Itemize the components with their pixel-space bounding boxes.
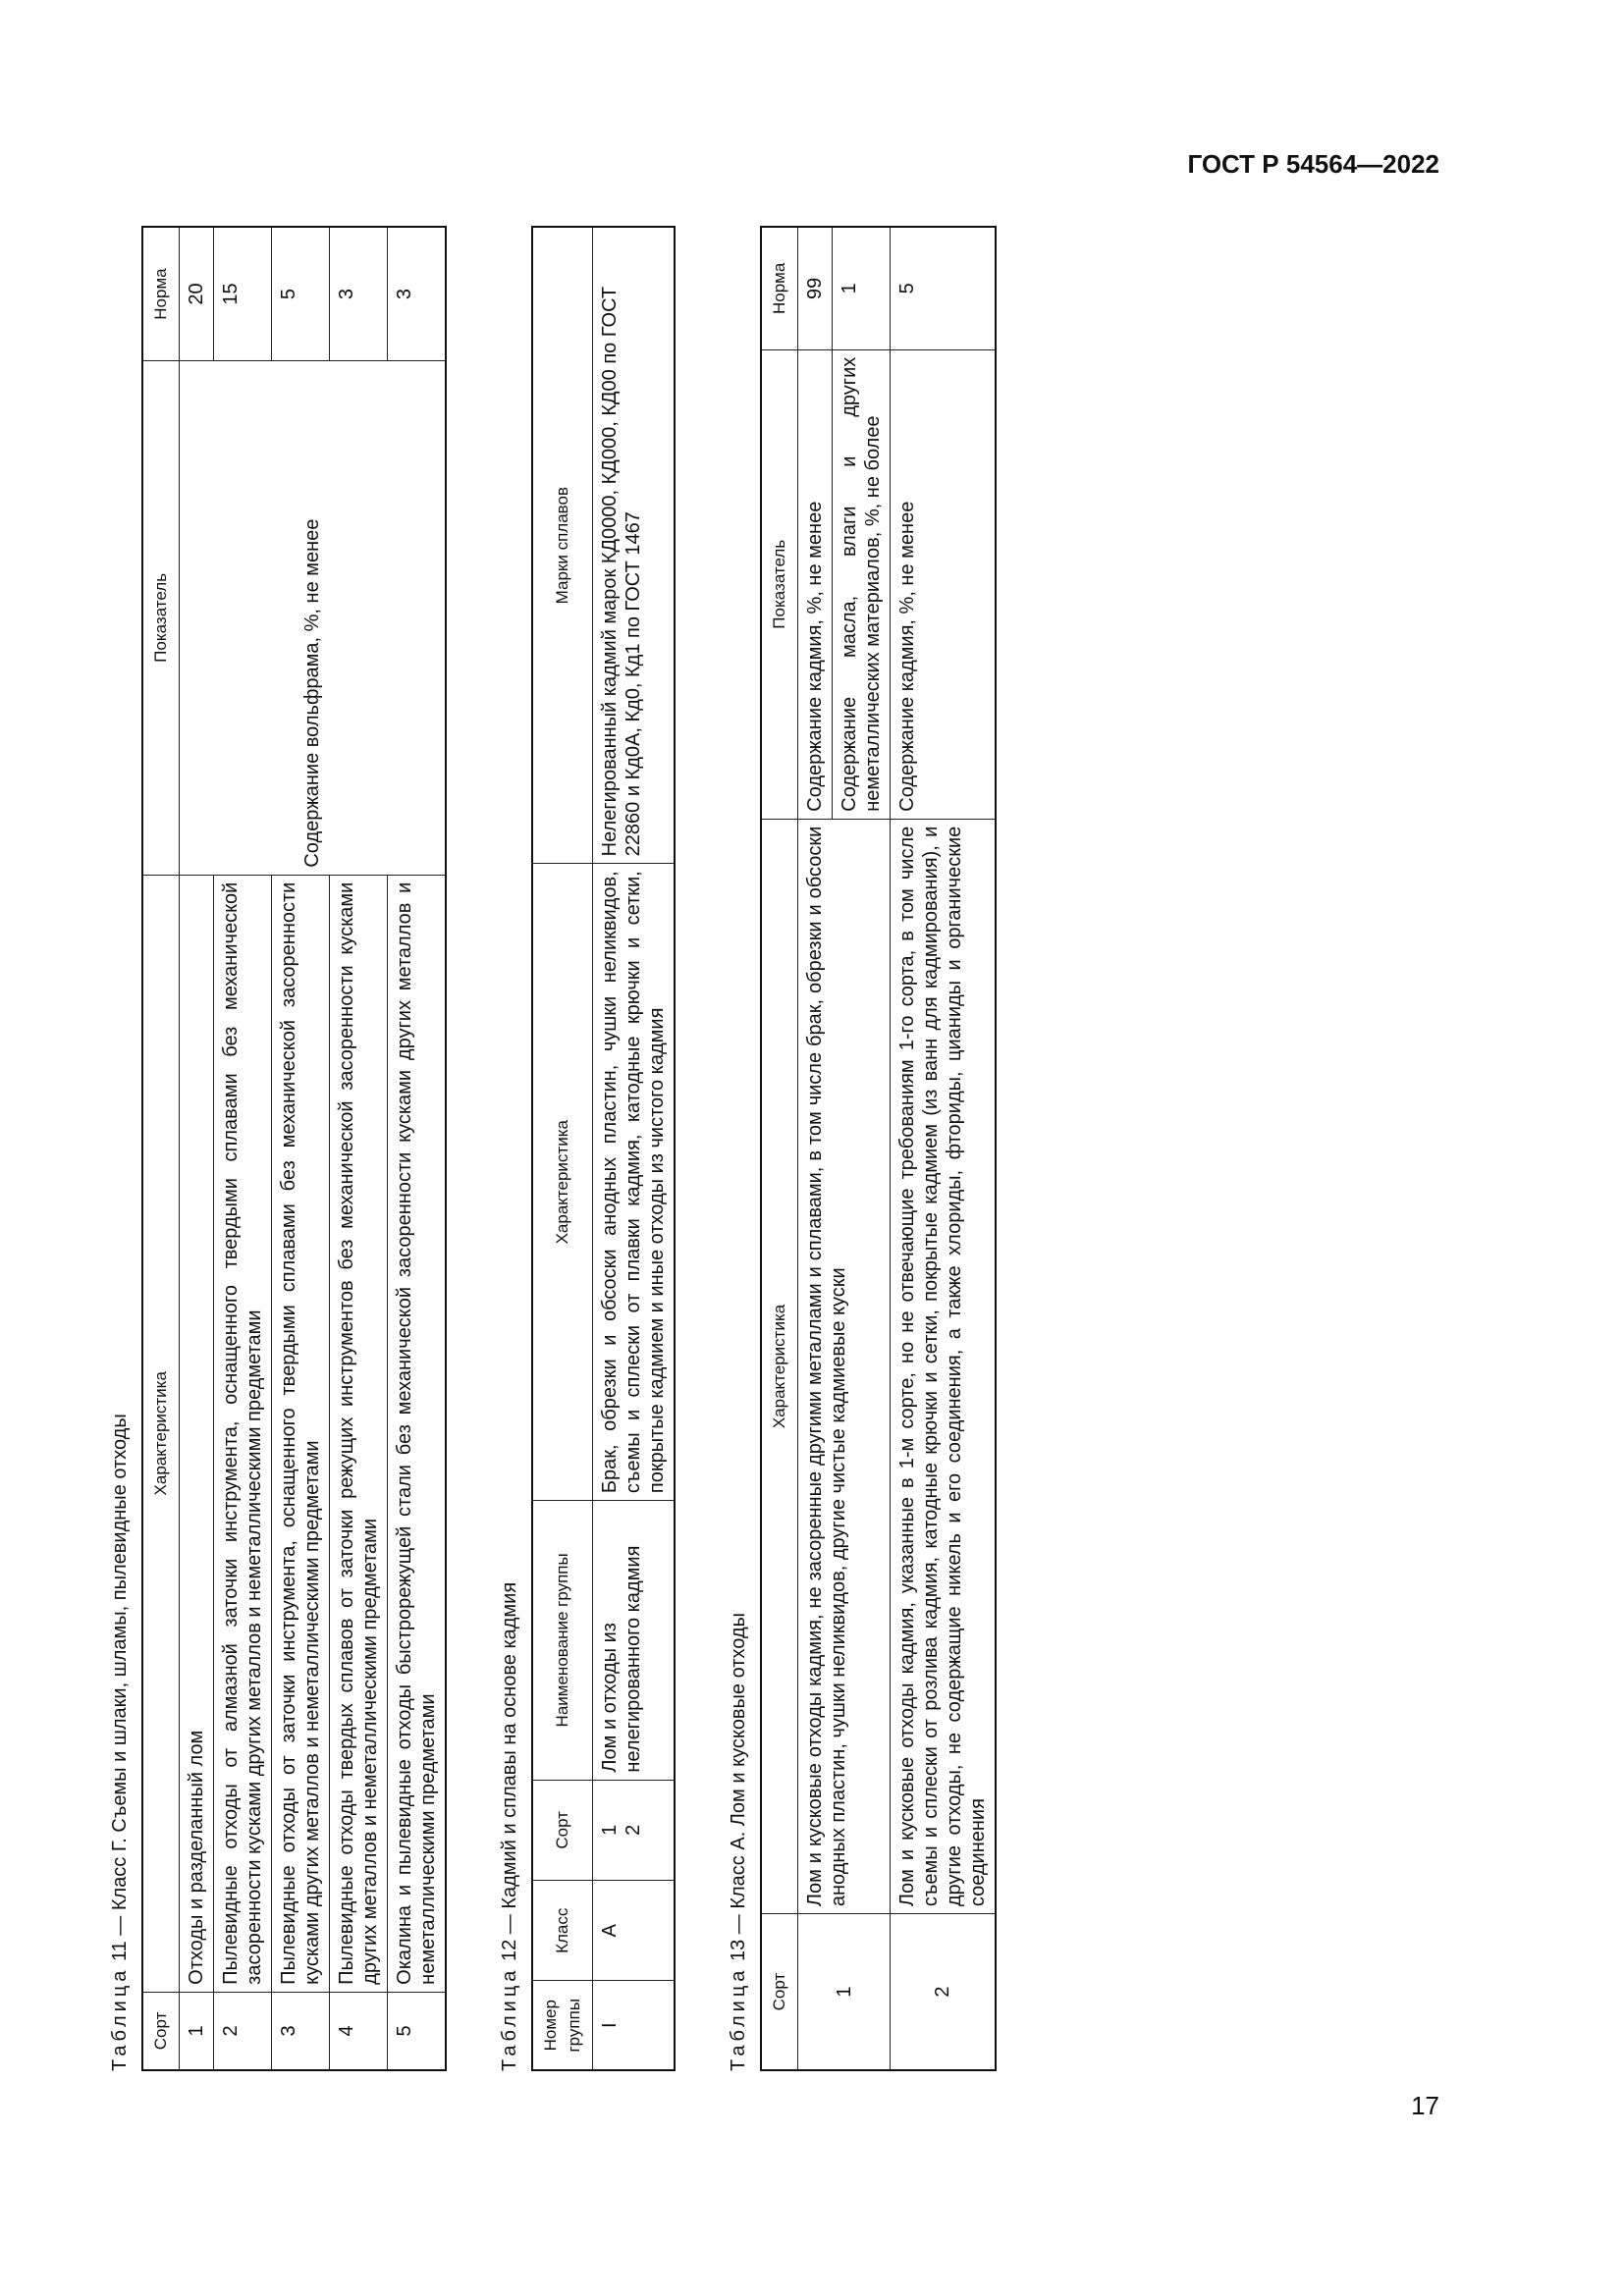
rotated-content [108, 226, 1048, 2071]
indicator-cell: Содержание вольфрама, %, не менее [180, 361, 447, 876]
table-row: 1 Лом и кусковые отходы кадмия, не засоренные другими металлами и сплавами, в том числе брак, обрезки и обсоски анодных пластин, чушки неликвидов, другие чистые кадмиевые куски Содержание кадмия, %, не менее 99 [798, 227, 833, 2070]
page-number: 17 [1411, 2091, 1439, 2120]
table-13 [760, 226, 997, 2071]
table-row: 2 Лом и кусковые отходы кадмия, указанные в 1-м сорте, но не отвечающие требованиям 1-го сорта, в том числе съемы и сплески от розлива кадмия, катодные крючки и сетки, покрытые кадмием (из ванн для кадмирования), и другие отходы, не содержащие никель и его соединения, а также хлориды, фториды, цианиды и органические соединения Содержание кадмия, %, не менее 5 [891, 227, 997, 2070]
header-sort: Сорт [532, 1780, 593, 1880]
table-13-caption: Таблица 13 — Класс А. Лом и кусковые отходы [728, 1613, 749, 2071]
table-12-block [498, 226, 676, 2071]
header-class: Класс [532, 1881, 593, 1981]
header-group-name: Наименование группы [532, 1501, 593, 1781]
header-char: Характеристика [761, 819, 798, 1913]
header-char: Характеристика [532, 864, 593, 1501]
header-sort: Сорт [142, 1992, 180, 2070]
table-11-caption: Таблица 11 — Класс Г. Съемы и шлаки, шламы, пылевидные отходы [109, 1414, 131, 2071]
header-group-no: Номер группы [532, 1981, 593, 2070]
header-sort: Сорт [761, 1914, 798, 2070]
standard-designation: ГОСТ Р 54564—2022 [1187, 149, 1439, 179]
table-row: 2 Пылевидные отходы от алмазной заточки инструмента, оснащенного твердыми сплавами без механической засоренности кусками других металлов и неметаллическими предметами 15 [214, 227, 272, 2070]
table-11 [141, 226, 447, 2071]
table-13-block [727, 226, 997, 2071]
header-char: Характеристика [142, 875, 180, 1992]
table-row: Содержание масла, влаги и других неметаллических материалов, %, не более 1 [833, 227, 891, 2070]
table-row: 5 Окалина и пылевидные отходы быстрорежущей стали без механической засоренности кусками других металлов и неметаллическими предметами 3 [388, 227, 447, 2070]
header-grades: Марки сплавов [532, 227, 593, 864]
table-row: 1 Отходы и разделанный лом Содержание вольфрама, %, не менее 20 [180, 227, 214, 2070]
table-row: 4 Пылевидные отходы твердых сплавов от заточки режущих инструментов без механической засоренности кусками других металлов и неметаллическими предметами 3 [330, 227, 388, 2070]
table-12-caption: Таблица 12 — Кадмий и сплавы на основе кадмия [499, 1581, 520, 2071]
table-11-block [108, 226, 447, 2071]
header-indicator: Показатель [142, 361, 180, 876]
table-12 [531, 226, 676, 2071]
header-indicator: Показатель [761, 349, 798, 819]
header-norm: Норма [761, 227, 798, 349]
table-row: I А 1 2 Лом и отходы из нелегированного кадмия Брак, обрезки и обсоски анодных пластин, чушки неликвидов, съемы и сплески от плавки кадмия, катодные крючки и сетки, покрытые кадмием и иные отходы из чистого кадмия Нелегированный кадмий марок КД0000, КД000, КД00 по ГОСТ 22860 и Кд0А, Кд0, Кд1 по ГОСТ 1467 [593, 227, 676, 2070]
table-row: 3 Пылевидные отходы от заточки инструмента, оснащенного твердыми сплавами без механической засоренности кусками других металлов и неметаллическими предметами 5 [272, 227, 330, 2070]
header-norm: Норма [142, 227, 180, 361]
